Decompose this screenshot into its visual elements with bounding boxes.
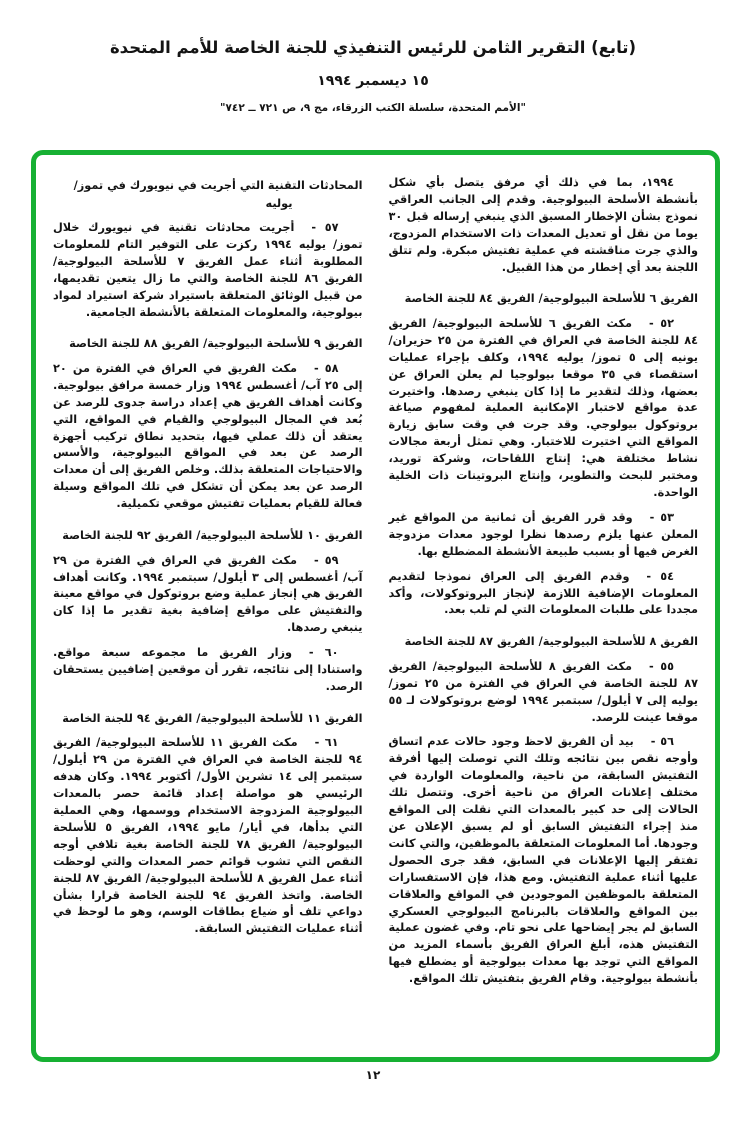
- paragraph: ٥٢ - مكث الفريق ٦ للأسلحة البيولوجية/ الفريق ٨٤ للجنة الخاصة في العراق في الفترة من ٢٥ حزيران/ يونيه إلى ٥ تموز/ يوليه ١٩٩٤، وكلف بإجراء عمليات استقصاء في ٣٥ موقعا بيولوجيا لم يعلن العراق عن بعضها، وذلك لتقدير ما إذا كان ينبغي رصدها. واختيرت عدة مواقع لاختبار الإمكانية العملية لمفهوم صياغة بروتوكول بيولوجي. وقد جرت في وقت سابق زيارة المواقع التي اختيرت للاختبار. وهي تمثل أربعة مجالات نشاط مختلفة هي: إنتاج اللقاحات، وشركة توريد، ومختبر للبحث والتطوير، وإنتاج البروتينات ذات الخلية الواحدة.: [388, 316, 698, 499]
- content-border-box: [31, 150, 720, 1062]
- paragraph: ٥٣ - وقد قرر الفريق أن ثمانية من المواقع غير المعلن عنها يلزم رصدها نظرا لوجود معدات مزدوجة الغرض فيها أو بسبب طبيعة الأنشطة المضطلع بها.: [388, 510, 698, 558]
- column-right: [389, 175, 699, 1043]
- paragraph: ٦١ - مكث الفريق ١١ للأسلحة البيولوجية/ الفريق ٩٤ للجنة الخاصة في العراق في الفترة من ٢٩ أيلول/ سبتمبر إلى ١٤ تشرين الأول/ أكتوبر ١٩٩٤. وكان هدفه الرئيسي هو مواصلة إعداد قائمة حصر بالمعدات البيولوجية المزدوجة الاستخدام ووسمها، وهي العملية التي بدأها، في أيار/ مايو ١٩٩٤، الفريق ٥ للأسلحة البيولوجية/ الفريق ٧٨ للجنة الخاصة بغية تلافي أوجه النقص التي تشوب قوائم حصر المعدات والتي لوحظت أثناء عمل الفريق ٨ للأسلحة البيولوجية/ الفريق ٨٧ للجنة الخاصة. واتخذ الفريق ٩٤ للجنة الخاصة قرارا بشأن دواعي تلف أو ضياع بطاقات الوسم، وهو ما لوحظ في أثناء عمليات التفتيش السابقة.: [53, 736, 363, 936]
- paragraph: ٦٠ - وزار الفريق ما مجموعه سبعة مواقع. واستنادا إلى نتائجه، تقرر أن موقعين إضافيين يستحقان الرصد.: [53, 646, 363, 693]
- section-heading: الفريق ١٠ للأسلحة البيولوجية/ الفريق ٩٢ للجنة الخاصة: [62, 529, 363, 543]
- paragraph: ٥٦ - بيد أن الفريق لاحظ وجود حالات عدم اتساق وأوجه نقص بين نتائجه وتلك التي توصلت إليها أفرقة التفتيش السابقة، من ناحية، والمعلومات الواردة في مختلف إعلانات العراق من ناحية أخرى. وتتصل تلك الحالات إلى حد كبير بالمعدات التي نقلت إلى المواقع منذ إجراء التفتيش السابق أو لم يسبق الإعلان عن وجودها. أما المعلومات المتعلقة بالموظفين، والتي كانت تفتقر إليها الإعلانات في السابق، فقد جرى الحصول عليها أثناء عملية التفتيش. ومع هذا، فإن الاستفسارات المتعلقة بالموظفين الموجودين في المواقع والعلاقات بين المواقع والعلاقات بالبرنامج البيولوجي العسكري السابق لم يجر إيضاحها على نحو تام. وفي غضون عملية التفتيش هذه، أبلغ العراق الفريق بأسماء المزيد من المواقع التي توجد بها معدات بيولوجية أو يضطلع فيها بأنشطة بيولوجية. وقام الفريق بتفتيش تلك المواقع.: [388, 735, 698, 986]
- page-title: (تابع) التقرير الثامن للرئيس التنفيذي للجنة الخاصة للأمم المتحدة: [109, 38, 637, 57]
- section-heading: الفريق ٦ للأسلحة البيولوجية/ الفريق ٨٤ للجنة الخاصة: [404, 292, 698, 306]
- two-column-text-area: [53, 175, 698, 1043]
- document-source-citation: "الأمم المتحدة، سلسلة الكتب الزرقاء، مج ٩، ص ٧٢١ ــ ٧٤٢": [220, 102, 526, 114]
- document-date: ١٥ ديسمبر ١٩٩٤: [317, 73, 429, 89]
- paragraph: ٥٥ - مكث الفريق ٨ للأسلحة البيولوجية/ الفريق ٨٧ للجنة الخاصة في العراق في الفترة من ٢٥ تموز/ يوليه إلى ٧ أيلول/ سبتمبر ١٩٩٤ لوضع بروتوكولات لـ ٥٥ موقعا عينت للرصد.: [388, 659, 698, 724]
- document-header: [0, 38, 746, 114]
- page-number: ١٢: [365, 1068, 381, 1082]
- section-heading: الفريق ١١ للأسلحة البيولوجية/ الفريق ٩٤ للجنة الخاصة: [62, 711, 363, 725]
- section-heading: الفريق ٩ للأسلحة البيولوجية/ الفريق ٨٨ للجنة الخاصة: [69, 337, 363, 351]
- paragraph: ٥٨ - مكث الفريق في العراق في الفترة من ٢٠ إلى ٢٥ آب/ أغسطس ١٩٩٤ وزار خمسة مرافق بيولوجية. وكانت أهداف الفريق هي إعداد دراسة جدوى للرصد عن بُعد في المجال البيولوجي والقيام في المواقع، التي يعتقد أن ذلك عملي فيها، بتحديد نطاق تركيب أجهزة الرصد عن بعد في المواقع البيولوجية، والأسس والاحتياجات المتعلقة بذلك. وخلص الفريق إلى أن معدات الرصد عن بعد يمكن أن تشكل في تلك المواقع وسيلة فعالة للقيام بعمليات تفتيش موقعي تكميلية.: [53, 361, 363, 511]
- column-left: [53, 175, 363, 1043]
- section-heading: المحادثات التقنية التي أجريت في نيويورك في تموز/ يوليه: [73, 179, 363, 210]
- paragraph: ٥٤ - وقدم الفريق إلى العراق نموذجا لتقديم المعلومات الإضافية اللازمة لإنجاز البروتوكولات، وأكد مجددا على طلبات المعلومات التي لم تلب بعد.: [388, 569, 698, 617]
- paragraph: ١٩٩٤، بما في ذلك أي مرفق يتصل بأي شكل بأنشطة الأسلحة البيولوجية. وقدم إلى الجانب العراقي نموذج بشأن الإخطار المسبق الذي ينبغي إرساله قبل ٣٠ يوما من نقل أو تعديل المعدات ذات الاستخدام المزدوج، والذي جرت مناقشته في عملية تفتيش مبكرة. ولم تتلق اللجنة بعد أي إخطار من هذا القبيل.: [388, 176, 698, 274]
- section-heading: الفريق ٨ للأسلحة البيولوجية/ الفريق ٨٧ للجنة الخاصة: [404, 635, 698, 649]
- paragraph: ٥٧ - أجريت محادثات تقنية في نيويورك خلال تموز/ يوليه ١٩٩٤ ركزت على التوفير التام للمعلومات المطلوبة أثناء عمل الفريق ٧ للأسلحة البيولوجية/ الفريق ٨٦ للجنة الخاصة والتي ما زال يتعين تقديمها، من قبيل الوثائق المتعلقة باستيراد شركة استيراد لمواد بيولوجية، والمعلومات المتعلقة بالأنشطة الجامعية.: [53, 221, 363, 319]
- paragraph: ٥٩ - مكث الفريق في العراق في الفترة من ٢٩ آب/ أغسطس إلى ٣ أيلول/ سبتمبر ١٩٩٤. وكانت أهداف الفريق هي إنجاز عملية وضع بروتوكول في مواقع معينة والتفتيش على مواقع إضافية بغية تقدير ما إذا كان ينبغي رصدها.: [53, 553, 363, 635]
